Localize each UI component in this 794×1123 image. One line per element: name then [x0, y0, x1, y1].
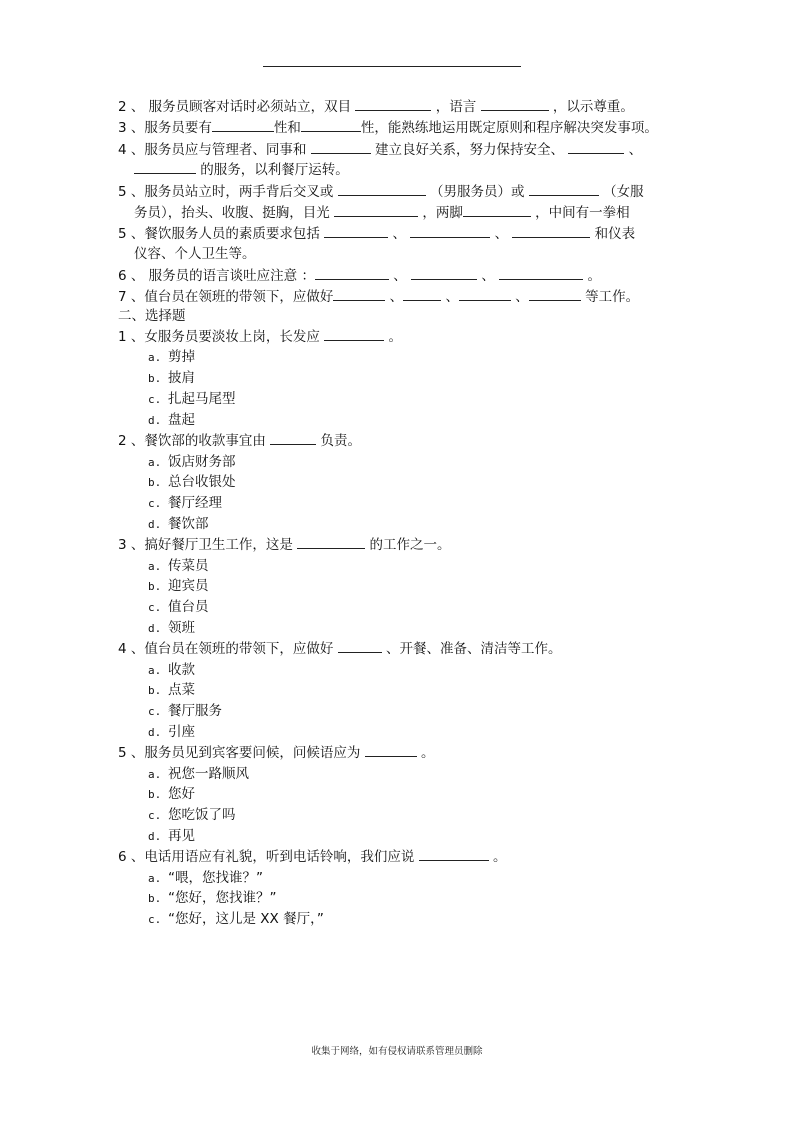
answer-blank[interactable]: [324, 327, 384, 341]
option-d[interactable]: d. 引座: [148, 724, 195, 740]
option-c[interactable]: c. “您好，这儿是 XX 餐厅，”: [148, 911, 324, 927]
answer-blank[interactable]: [270, 431, 316, 445]
answer-blank[interactable]: [529, 287, 581, 301]
answer-blank[interactable]: [334, 203, 418, 217]
option-d[interactable]: d. 领班: [148, 620, 195, 636]
choice-question-4: 4 、值台员在领班的带领下，应做好 、开餐、准备、清洁等工作。: [118, 641, 562, 657]
choice-question-2: 2 、餐饮部的收款事宜由 负责。: [118, 433, 361, 449]
fill-question-2: 2 、 服务员顾客对话时必须站立，双目 ，语言 ，以示尊重。: [118, 99, 634, 115]
fill-question-6: 6 、 服务员的语言谈吐应注意 ： 、 、 。: [118, 268, 601, 284]
option-c[interactable]: c. 您吃饭了吗: [148, 807, 236, 823]
option-a[interactable]: a. “喂，您找谁？”: [148, 870, 263, 886]
option-b[interactable]: b. 披肩: [148, 370, 195, 386]
fill-question-5b: 5 、餐饮服务人员的素质要求包括 、 、 和仪表: [118, 226, 636, 242]
section-title: 二、选择题: [118, 308, 186, 324]
fill-question-3: 3 、服务员要有 性和 性，能熟练地运用既定原则和程序解决突发事项。: [118, 120, 658, 136]
answer-blank[interactable]: [311, 140, 371, 154]
option-b[interactable]: b. 迎宾员: [148, 578, 209, 594]
answer-blank[interactable]: [512, 224, 590, 238]
choice-question-1: 1 、女服务员要淡妆上岗，长发应 。: [118, 329, 402, 345]
option-d[interactable]: d. 盘起: [148, 412, 195, 428]
answer-blank[interactable]: [419, 847, 489, 861]
answer-blank[interactable]: [459, 287, 511, 301]
fill-question-7: 7 、值台员在领班的带领下，应做好 、 、 、 等工作。: [118, 289, 640, 305]
answer-blank[interactable]: [529, 182, 599, 196]
answer-blank[interactable]: [499, 266, 583, 280]
option-a[interactable]: a. 传菜员: [148, 558, 209, 574]
choice-question-3: 3 、搞好餐厅卫生工作，这是 的工作之一。: [118, 537, 451, 553]
option-a[interactable]: a. 剪掉: [148, 349, 195, 365]
option-a[interactable]: a. 收款: [148, 662, 195, 678]
option-d[interactable]: d. 再见: [148, 828, 195, 844]
answer-blank[interactable]: [410, 224, 490, 238]
answer-blank[interactable]: [338, 182, 426, 196]
answer-blank[interactable]: [403, 287, 441, 301]
fill-question-5b-cont: 仪容、个人卫生等。: [134, 246, 256, 262]
answer-blank[interactable]: [365, 743, 417, 757]
answer-blank[interactable]: [333, 287, 385, 301]
answer-blank[interactable]: [355, 97, 431, 111]
footer-note: 收集于网络，如有侵权请联系管理员删除: [311, 1046, 483, 1057]
fill-question-4: 4 、服务员应与管理者、同事和 建立良好关系，努力保持安全、 、: [118, 142, 643, 158]
option-c[interactable]: c. 扎起马尾型: [148, 391, 236, 407]
answer-blank[interactable]: [324, 224, 388, 238]
fill-question-5: 5 、服务员站立时，两手背后交叉或 （男服务员）或 （女服: [118, 184, 644, 200]
header-rule: [263, 66, 521, 67]
choice-question-6: 6 、电话用语应有礼貌，听到电话铃响，我们应说 。: [118, 849, 507, 865]
option-b[interactable]: b. 总台收银处: [148, 474, 236, 490]
option-c[interactable]: c. 餐厅服务: [148, 703, 222, 719]
fill-question-5-cont: 务员），抬头、收腹、挺胸，目光 ，两脚 ，中间有一拳相: [134, 205, 630, 221]
option-d[interactable]: d. 餐饮部: [148, 516, 209, 532]
option-a[interactable]: a. 饭店财务部: [148, 454, 236, 470]
option-c[interactable]: c. 餐厅经理: [148, 495, 222, 511]
answer-blank[interactable]: [301, 118, 361, 132]
answer-blank[interactable]: [481, 97, 549, 111]
answer-blank[interactable]: [568, 140, 624, 154]
answer-blank[interactable]: [338, 639, 382, 653]
option-b[interactable]: b. 点菜: [148, 682, 195, 698]
answer-blank[interactable]: [315, 266, 389, 280]
option-b[interactable]: b. “您好，您找谁？”: [148, 890, 277, 906]
option-a[interactable]: a. 祝您一路顺风: [148, 766, 249, 782]
fill-question-4-cont: 的服务，以利餐厅运转。: [134, 160, 794, 180]
answer-blank[interactable]: [297, 535, 365, 549]
answer-blank[interactable]: [463, 203, 531, 217]
answer-blank[interactable]: [212, 118, 274, 132]
answer-blank[interactable]: [134, 160, 196, 174]
choice-question-5: 5 、服务员见到宾客要问候，问候语应为 。: [118, 745, 435, 761]
answer-blank[interactable]: [411, 266, 477, 280]
option-b[interactable]: b. 您好: [148, 786, 195, 802]
option-c[interactable]: c. 值台员: [148, 599, 209, 615]
